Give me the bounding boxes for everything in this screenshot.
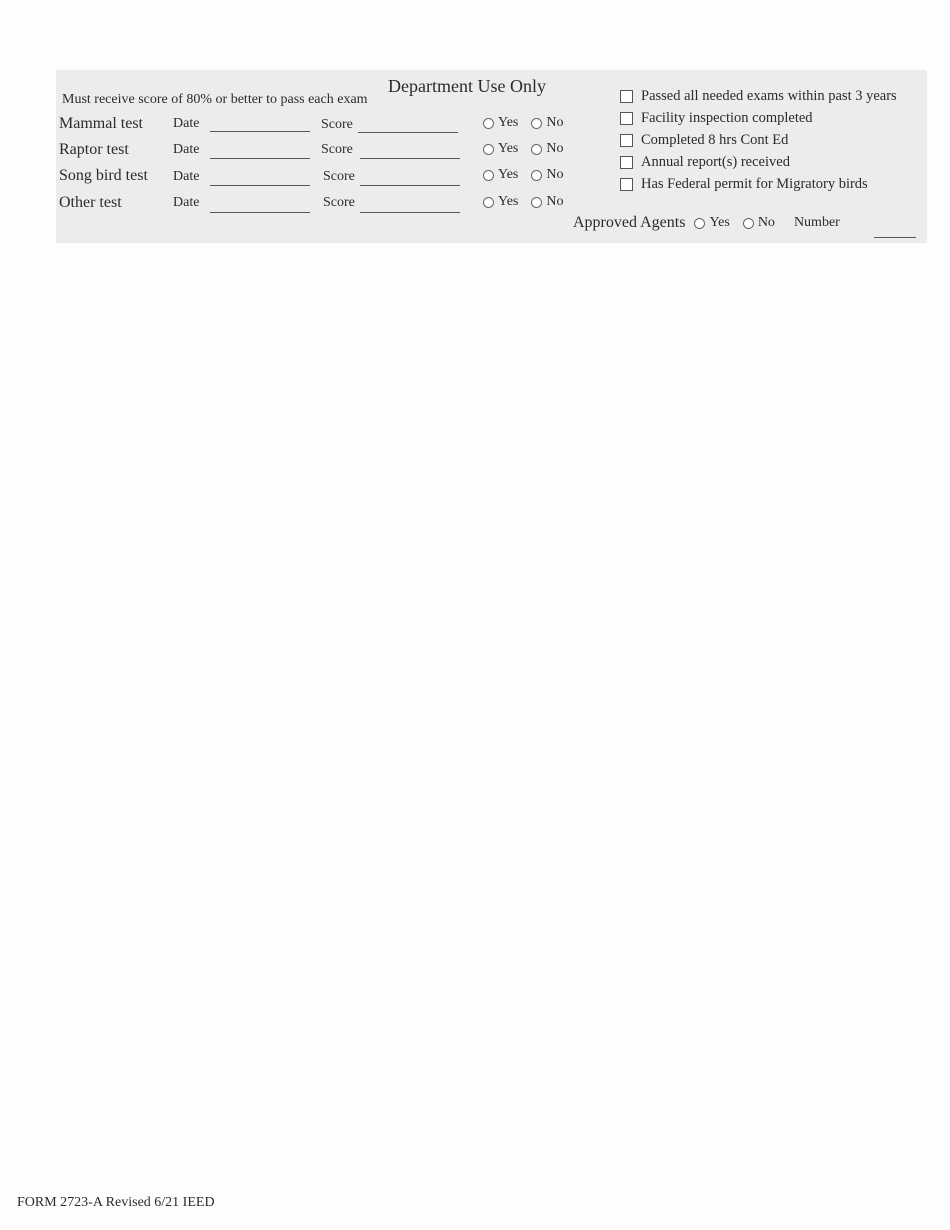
score-label: Score xyxy=(321,142,353,157)
no-radio[interactable] xyxy=(531,170,542,181)
yes-label: Yes xyxy=(498,194,519,209)
pass-requirement-note: Must receive score of 80% or better to pass each exam xyxy=(62,92,368,107)
score-label: Score xyxy=(323,169,355,184)
yes-label: Yes xyxy=(498,141,519,156)
date-field[interactable] xyxy=(210,158,310,159)
no-label: No xyxy=(546,194,564,209)
checklist-label: Annual report(s) received xyxy=(641,154,790,170)
date-label: Date xyxy=(173,169,200,184)
checklist-item-facility-inspection xyxy=(620,110,813,127)
checklist-label: Completed 8 hrs Cont Ed xyxy=(641,132,789,148)
yes-label: Yes xyxy=(498,167,519,182)
score-field[interactable] xyxy=(360,185,460,186)
panel-title: Department Use Only xyxy=(388,76,546,96)
pass-radio-group xyxy=(483,115,564,131)
agents-number-field[interactable] xyxy=(874,237,916,238)
date-field[interactable] xyxy=(210,212,310,213)
date-label: Date xyxy=(173,142,200,157)
date-label: Date xyxy=(173,195,200,210)
approved-agents-row xyxy=(573,214,840,232)
no-label: No xyxy=(546,141,564,156)
form-id-footer: FORM 2723-A Revised 6/21 IEED xyxy=(17,1195,215,1210)
checklist-item-federal-permit xyxy=(620,176,868,193)
yes-label: Yes xyxy=(498,115,519,130)
score-label: Score xyxy=(321,117,353,132)
checklist-label: Facility inspection completed xyxy=(641,110,813,126)
pass-radio-group xyxy=(483,167,564,183)
test-name: Raptor test xyxy=(59,141,129,158)
agents-yes-radio[interactable] xyxy=(694,218,705,229)
yes-radio[interactable] xyxy=(483,118,494,129)
facility-inspection-checkbox[interactable] xyxy=(620,112,633,125)
agents-number-label: Number xyxy=(793,215,840,230)
test-name: Mammal test xyxy=(59,115,143,132)
pass-radio-group xyxy=(483,194,564,210)
cont-ed-checkbox[interactable] xyxy=(620,134,633,147)
date-field[interactable] xyxy=(210,185,310,186)
yes-radio[interactable] xyxy=(483,197,494,208)
no-label: No xyxy=(546,167,564,182)
pass-radio-group xyxy=(483,141,564,157)
score-field[interactable] xyxy=(358,132,458,133)
score-field[interactable] xyxy=(360,212,460,213)
score-field[interactable] xyxy=(360,158,460,159)
checklist-label: Passed all needed exams within past 3 years xyxy=(641,88,897,104)
date-field[interactable] xyxy=(210,131,310,132)
approved-agents-label: Approved Agents xyxy=(573,214,686,231)
agents-no-radio[interactable] xyxy=(743,218,754,229)
agents-no-label: No xyxy=(757,215,775,230)
test-name: Song bird test xyxy=(59,167,148,184)
date-label: Date xyxy=(173,116,200,131)
test-name: Other test xyxy=(59,194,122,211)
checklist-item-passed-exams xyxy=(620,88,897,105)
checklist-label: Has Federal permit for Migratory birds xyxy=(641,176,868,192)
federal-permit-checkbox[interactable] xyxy=(620,178,633,191)
yes-radio[interactable] xyxy=(483,170,494,181)
agents-yes-label: Yes xyxy=(709,215,730,230)
checklist-item-annual-report xyxy=(620,154,790,171)
no-radio[interactable] xyxy=(531,197,542,208)
no-label: No xyxy=(546,115,564,130)
annual-report-checkbox[interactable] xyxy=(620,156,633,169)
no-radio[interactable] xyxy=(531,118,542,129)
checklist-item-cont-ed xyxy=(620,132,788,149)
score-label: Score xyxy=(323,195,355,210)
no-radio[interactable] xyxy=(531,144,542,155)
passed-exams-checkbox[interactable] xyxy=(620,90,633,103)
yes-radio[interactable] xyxy=(483,144,494,155)
